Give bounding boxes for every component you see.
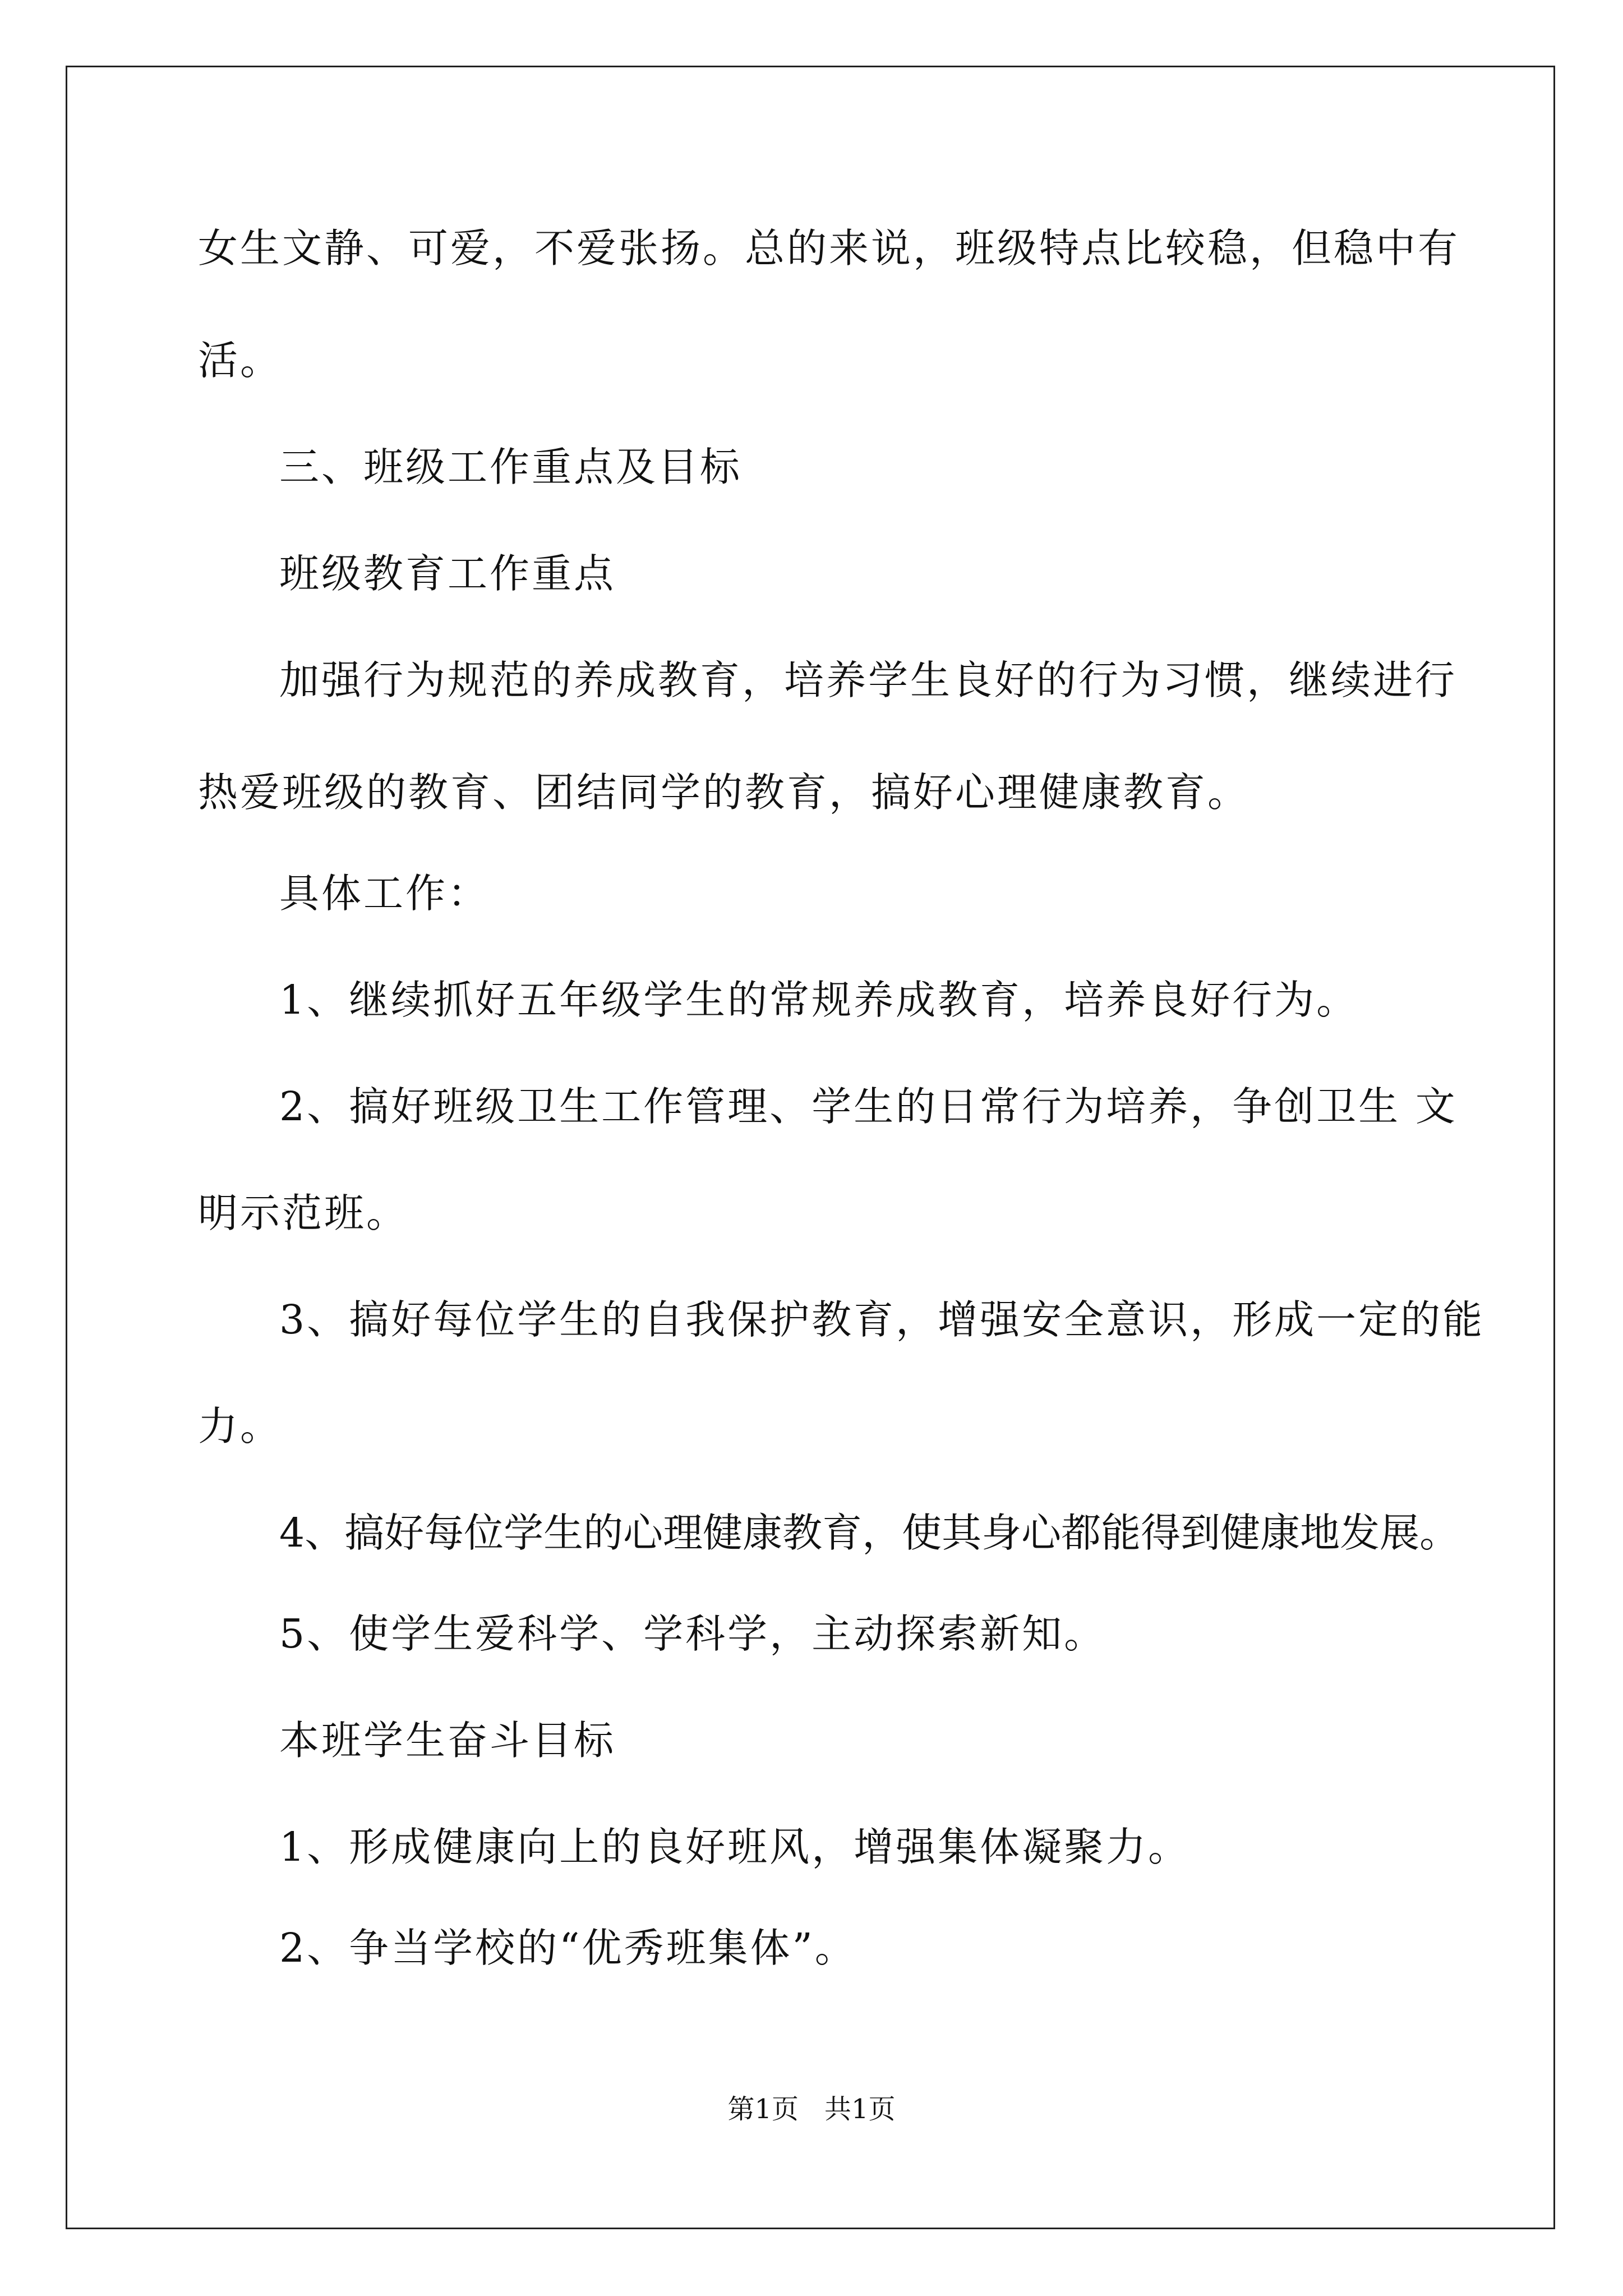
- subsection-heading: 班级教育工作重点: [279, 550, 616, 597]
- list-item-continued: 力。: [198, 1403, 283, 1450]
- page-footer: [0, 2092, 1623, 2126]
- page-border: [66, 66, 1555, 2229]
- list-item: 4、搞好每位学生的心理健康教育，使其身心都能得到健康地发展。: [279, 1510, 1460, 1556]
- list-item: 2、争当学校的“优秀班集体”。: [279, 1925, 857, 1971]
- page-number: 第1页: [727, 2093, 799, 2125]
- list-item: 1、继续抓好五年级学生的常规养成教育，培养良好行为。: [279, 977, 1359, 1023]
- paragraph-line: 女生文静、可爱，不爱张扬。总的来说，班级特点比较稳，但稳中有: [198, 225, 1460, 272]
- list-item: 3、搞好每位学生的自我保护教育，增强安全意识，形成一定的能: [279, 1296, 1485, 1343]
- list-item: 1、形成健康向上的良好班风，增强集体凝聚力。: [279, 1824, 1191, 1870]
- list-item: 5、使学生爱科学、学科学，主动探索新知。: [279, 1611, 1106, 1657]
- section-heading: 三、班级工作重点及目标: [279, 444, 743, 490]
- paragraph-line: 加强行为规范的养成教育，培养学生良好的行为习惯，继续进行: [279, 657, 1458, 703]
- paragraph-line: 活。: [198, 337, 283, 384]
- paragraph-line: 热爱班级的教育、团结同学的教育，搞好心理健康教育。: [198, 769, 1250, 816]
- subsection-heading: 具体工作：: [279, 870, 490, 917]
- subsection-heading: 本班学生奋斗目标: [279, 1717, 616, 1764]
- page-total: 共1页: [824, 2093, 896, 2125]
- list-item-continued: 明示范班。: [198, 1190, 409, 1236]
- list-item: 2、搞好班级卫生工作管理、学生的日常行为培养，争创卫生 文: [279, 1083, 1458, 1130]
